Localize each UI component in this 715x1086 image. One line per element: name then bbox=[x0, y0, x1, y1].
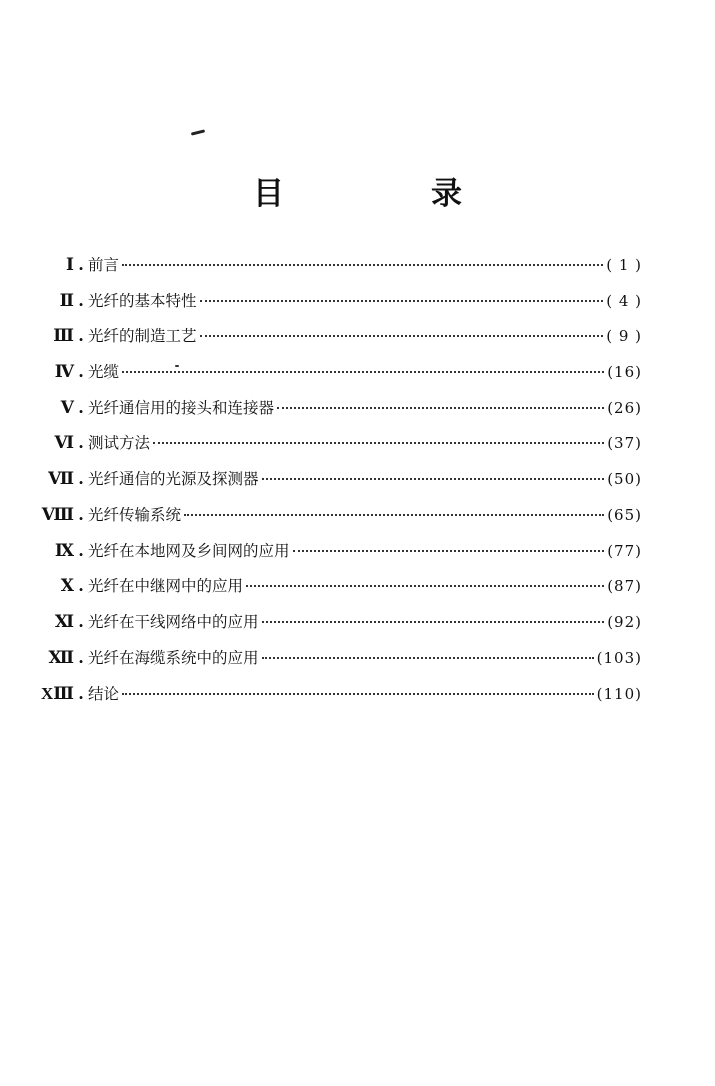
chapter-title: 光纤传输系统 bbox=[88, 506, 182, 524]
toc-entry[interactable] bbox=[30, 357, 642, 387]
numeral-separator: . bbox=[78, 326, 84, 345]
toc-entry[interactable] bbox=[30, 393, 642, 423]
page-number: (92) bbox=[607, 613, 642, 631]
toc-entry[interactable] bbox=[30, 607, 642, 637]
toc-entry[interactable] bbox=[30, 464, 642, 494]
page-number: (77) bbox=[607, 542, 642, 560]
dot-leader bbox=[262, 620, 605, 623]
chapter-title: 测试方法 bbox=[88, 434, 151, 452]
chapter-numeral: Ⅷ bbox=[41, 505, 74, 524]
toc-entry[interactable] bbox=[30, 250, 642, 280]
page-number: (16) bbox=[607, 363, 642, 381]
chapter-numeral: Ⅸ bbox=[54, 541, 74, 560]
numeral-separator: . bbox=[78, 469, 84, 488]
numeral-separator: . bbox=[78, 648, 84, 667]
chapter-numeral: Ⅹ bbox=[60, 576, 74, 595]
chapter-title: 光纤通信的光源及探测器 bbox=[88, 470, 259, 488]
page-number: (50) bbox=[607, 470, 642, 488]
chapter-numeral: Ⅰ bbox=[66, 255, 74, 274]
chapter-title: 光纤的基本特性 bbox=[88, 292, 197, 310]
chapter-numeral: XⅢ bbox=[41, 684, 74, 703]
page-number: (26) bbox=[607, 399, 642, 417]
dot-leader bbox=[293, 549, 605, 552]
chapter-title: 光纤在中继网中的应用 bbox=[88, 577, 244, 595]
page-number: (110) bbox=[596, 685, 642, 703]
chapter-title: 光纤在本地网及乡间网的应用 bbox=[88, 542, 290, 560]
dot-leader bbox=[200, 334, 604, 337]
chapter-numeral: Ⅶ bbox=[48, 469, 74, 488]
chapter-title: 光纤在干线网络中的应用 bbox=[88, 613, 259, 631]
dot-leader bbox=[153, 441, 604, 444]
page-number: (87) bbox=[607, 577, 642, 595]
numeral-separator: . bbox=[78, 541, 84, 560]
page-number: ( 9 ) bbox=[606, 327, 642, 345]
chapter-title: 光缆 bbox=[88, 363, 120, 381]
chapter-title: 光纤的制造工艺 bbox=[88, 327, 197, 345]
toc-entry[interactable] bbox=[30, 643, 642, 673]
page-number: (103) bbox=[596, 649, 642, 667]
print-speck-mark bbox=[191, 129, 205, 135]
numeral-separator: . bbox=[78, 362, 84, 381]
page-title: 目 录 bbox=[253, 176, 520, 212]
dot-leader bbox=[200, 299, 604, 302]
page-number: ( 4 ) bbox=[606, 292, 642, 310]
dot-leader bbox=[262, 656, 594, 659]
numeral-separator: . bbox=[78, 291, 84, 310]
chapter-numeral: Ⅳ bbox=[54, 362, 74, 381]
toc-entry[interactable] bbox=[30, 679, 642, 709]
numeral-separator: . bbox=[78, 576, 84, 595]
chapter-numeral: Ⅺ bbox=[54, 612, 74, 631]
numeral-separator: . bbox=[78, 505, 84, 524]
page-number: ( 1 ) bbox=[606, 256, 642, 274]
chapter-title: 结论 bbox=[88, 685, 120, 703]
chapter-numeral: Ⅴ bbox=[60, 398, 74, 417]
chapter-numeral: Ⅵ bbox=[54, 433, 74, 452]
numeral-separator: . bbox=[78, 433, 84, 452]
numeral-separator: . bbox=[78, 684, 84, 703]
toc-entry[interactable] bbox=[30, 536, 642, 566]
toc-entry[interactable] bbox=[30, 571, 642, 601]
numeral-separator: . bbox=[78, 255, 84, 274]
toc-entry[interactable] bbox=[30, 321, 642, 351]
dot-leader bbox=[277, 406, 604, 409]
chapter-numeral: Ⅻ bbox=[48, 648, 74, 667]
chapter-numeral: Ⅱ bbox=[59, 291, 74, 310]
chapter-numeral: Ⅲ bbox=[53, 326, 74, 345]
chapter-title: 光纤通信用的接头和连接器 bbox=[88, 399, 275, 417]
numeral-separator: . bbox=[78, 398, 84, 417]
toc-entry[interactable] bbox=[30, 428, 642, 458]
chapter-title: 光纤在海缆系统中的应用 bbox=[88, 649, 259, 667]
dot-leader bbox=[184, 513, 604, 516]
dot-leader bbox=[122, 263, 603, 266]
dot-leader bbox=[246, 584, 604, 587]
toc-entry[interactable] bbox=[30, 286, 642, 316]
dot-leader bbox=[122, 692, 594, 695]
page-number: (37) bbox=[607, 434, 642, 452]
page-number: (65) bbox=[607, 506, 642, 524]
dot-leader bbox=[122, 370, 604, 373]
toc-entry[interactable] bbox=[30, 500, 642, 530]
chapter-title: 前言 bbox=[88, 256, 120, 274]
dot-leader bbox=[262, 477, 605, 480]
numeral-separator: . bbox=[78, 612, 84, 631]
